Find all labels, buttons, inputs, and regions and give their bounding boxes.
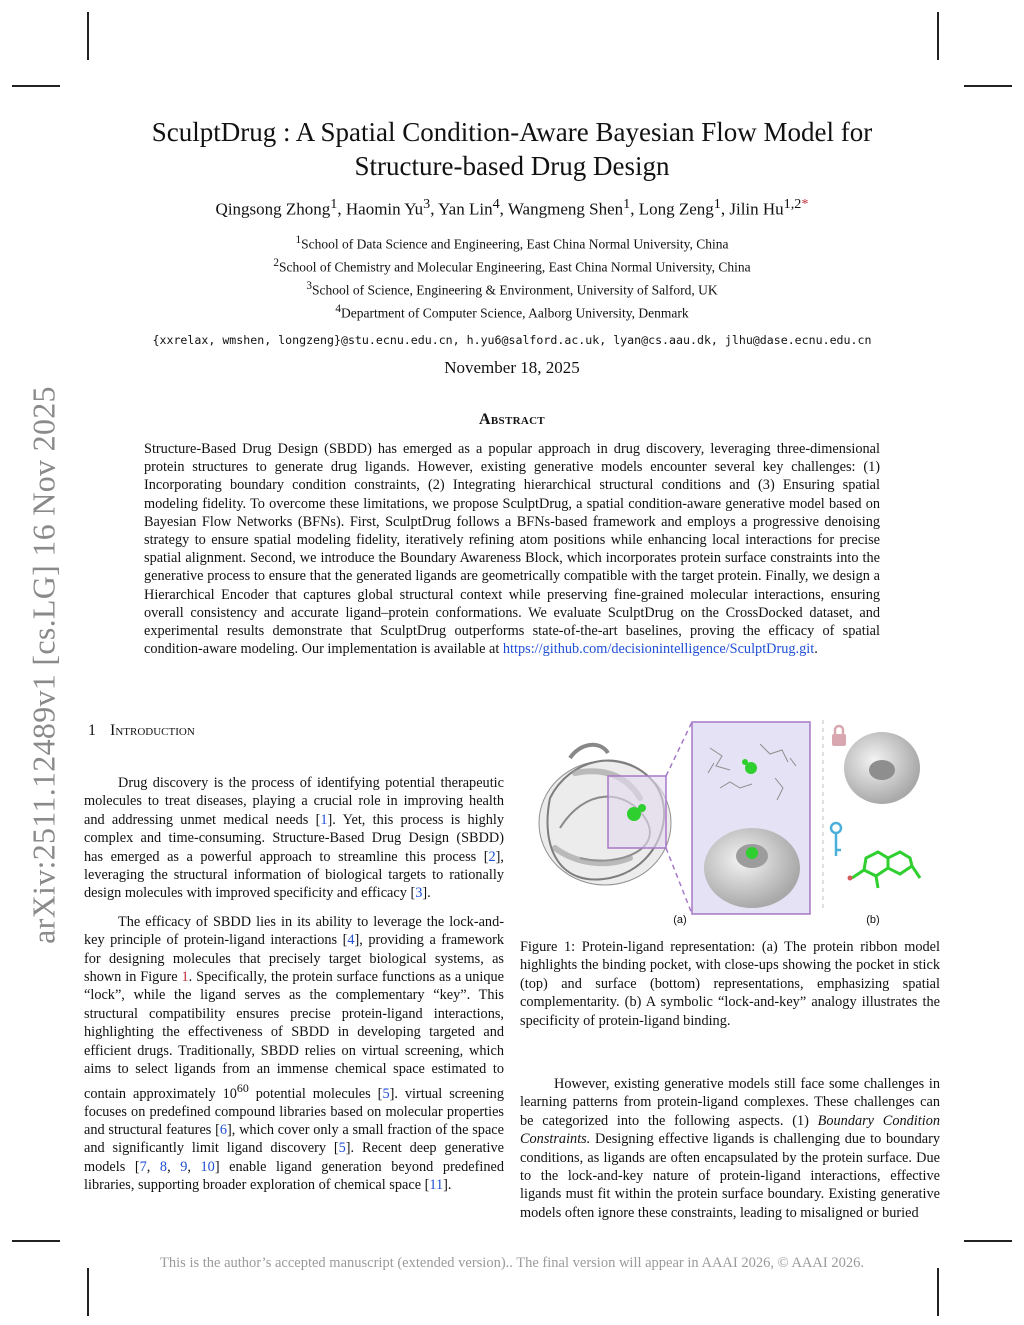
github-link[interactable]: https://github.com/decisionintelligence/SculptDrug.git	[502, 641, 815, 658]
citation-link[interactable]: 9	[180, 1158, 188, 1175]
zoom-guide-line	[666, 848, 692, 914]
author-name: Haomin Yu	[345, 199, 424, 219]
author-name: Yan Lin	[438, 199, 493, 219]
citation-link[interactable]: 11	[429, 1177, 444, 1194]
crop-mark	[964, 85, 1012, 87]
section-title: Introduction	[110, 722, 195, 739]
crop-mark	[12, 85, 60, 87]
ligand-key-molecule-image	[848, 852, 921, 888]
publication-date: November 18, 2025	[444, 358, 580, 377]
right-column	[520, 1075, 940, 1222]
figure-ref-link[interactable]: 1	[181, 969, 189, 986]
author-affil-sup: 1,2*	[783, 196, 809, 212]
author-name: Wangmeng Shen	[507, 199, 624, 219]
affiliation: $^1$School of Data Science and Engineering, East China Normal University, China	[295, 234, 729, 252]
author-name: Qingsong Zhong	[215, 199, 331, 219]
title-line-2: Structure-based Drug Design	[354, 151, 670, 181]
figure-1	[530, 718, 940, 926]
author-name: Long Zeng	[638, 199, 714, 219]
citation-link[interactable]: 10	[200, 1158, 215, 1175]
key-icon	[831, 823, 841, 856]
body-paragraph: However, existing generative models still face some challenges in learning patterns from protein-ligand complexes. These challenges can be categorized into the following aspects. (1) Boundary Condition Constraints. Designing effective ligands is challenging due to boundary conditions, as ligands are often encapsulated by the protein surface. Due to the lock-and-key nature of protein-ligand interactions, effective ligands must fit within the protein surface boundary. Existing generative models often ignore these constraints, leading to misaligned or buried	[520, 1076, 940, 1221]
title-line-1: SculptDrug : A Spatial Condition-Aware Bayesian Flow Model for	[151, 117, 873, 147]
left-column	[84, 774, 504, 1195]
affiliation: $^4$Department of Computer Science, Aalborg University, Denmark	[335, 303, 689, 321]
section-heading	[88, 722, 195, 740]
intro-paragraph-2: The efficacy of SBDD lies in its ability to leverage the lock-and-key principle of protein-ligand interactions [4], providing a framework for designing molecules that precisely target biological systems, as shown in Figure 1. Specifically, the protein surface functions as a unique “lock”, while the ligand serves as the complementary “key”. This structural compatibility ensures precise protein-ligand interactions, highlighting the effectiveness of SBDD in developing targeted and efficient drugs. Traditionally, SBDD relies on virtual screening, which aims to select ligands from an immense chemical space estimated to contain approximately $10^{60}$ potential molecules [5]. virtual screening focuses on predefined compound libraries based on molecular properties and structural features [6], which cover only a small fraction of the space and significantly limit ligand discovery [5]. Recent deep generative models [7, 8, 9, 10] enable ligand generation beyond predefined libraries, supporting broader exploration of chemical space [11].	[84, 913, 505, 1194]
citation-link[interactable]: 1	[320, 811, 328, 828]
citation-link[interactable]: 5	[382, 1085, 390, 1102]
crop-mark	[87, 1268, 89, 1316]
author-affil-sup: 1	[623, 196, 631, 212]
subfigure-label-b: (b)	[866, 914, 880, 926]
corresponding-author-mark[interactable]: *	[801, 196, 809, 212]
author-emails: {xxrelax, wmshen, longzeng}@stu.ecnu.edu.cn, h.yu6@salford.ac.uk, lyan@cs.aau.dk, jlhu@dase.ecnu.edu.cn	[152, 333, 872, 347]
crop-mark	[12, 1240, 60, 1242]
citation-link[interactable]: 3	[415, 885, 423, 902]
section-number: 1	[88, 722, 96, 739]
author-affil-sup: 1	[713, 196, 721, 212]
author-list: Qingsong Zhong$^1$, Haomin Yu$^3$, Yan Lin$^4$, Wangmeng Shen$^1$, Long Zeng$^1$, Jilin $Hu^{1,2*}$	[215, 196, 809, 219]
crop-mark	[964, 1240, 1012, 1242]
author-affil-sup: 3	[423, 196, 431, 212]
affiliation: $^3$School of Science, Engineering & Environment, University of Salford, UK	[306, 280, 718, 298]
subfigure-label-a: (a)	[673, 914, 687, 926]
crop-mark	[87, 12, 89, 60]
citation-link[interactable]: 6	[219, 1122, 228, 1139]
crop-mark	[937, 12, 939, 60]
abstract-body: Structure-Based Drug Design (SBDD) has emerged as a popular approach in drug discovery, leveraging three-dimensional protein structures to generate drug ligands. However, existing generative models encounter several key challenges: (1) Incorporating boundary condition constraints, (2) Integrating hierarchical structural conditions and (3) Ensuring spatial modeling fidelity. To overcome these limitations, we propose SculptDrug, a spatial condition-aware generative model based on Bayesian Flow Networks (BFNs). First, SculptDrug follows a BFNs-based framework and employs a progressive denoising strategy to ensure spatial modeling fidelity, iteratively refining atom positions while enhancing local interactions for precise spatial alignment. Second, we introduce the Boundary Awareness Block, which incorporates protein surface constraints into the generative process to ensure that the generated ligands are geometrically compatible with the target protein. Finally, we design a Hierarchical Encoder that captures global structural context while preserving fine-grained molecular interactions, ensuring overall consistency and accurate ligand–protein conformations. We evaluate SculptDrug on the CrossDocked dataset, and experimental results demonstrate that SculptDrug outperforms state-of-the-art baselines, proving the efficacy of spatial condition-aware modeling. Our implementation is available at https://github.com/decisionintelligence/SculptDrug.git.	[144, 441, 880, 658]
pocket-closeup-panel	[692, 722, 810, 914]
citation-link[interactable]: 7	[139, 1158, 147, 1175]
author-name: Jilin Hu	[729, 199, 784, 219]
zoom-guide-line	[666, 722, 692, 776]
lock-icon	[832, 726, 846, 746]
protein-ribbon-image	[539, 745, 671, 885]
abstract-heading: Abstract	[479, 411, 545, 428]
author-affil-sup: 1	[330, 196, 338, 212]
crop-mark	[937, 1268, 939, 1316]
protein-surface-lock-image	[844, 732, 920, 804]
arxiv-id: arXiv:2511.12489v1 [cs.LG] 16 Nov 2025	[25, 386, 62, 944]
citation-link[interactable]: 4	[347, 932, 355, 949]
citation-link[interactable]: 2	[488, 848, 496, 865]
citation-link[interactable]: 8	[159, 1158, 168, 1175]
intro-paragraph-1: Drug discovery is the process of identifying potential therapeutic molecules to treat diseases, playing a crucial role in improving health and addressing unmet medical needs [1]. Yet, this process is highly complex and time-consuming. Structure-Based Drug Design (SBDD) has emerged as a powerful approach to streamline this process [2], leveraging the structural information of biological targets to rationally design molecules with improved specificity and efficacy [3].	[84, 775, 504, 902]
manuscript-footer: This is the author’s accepted manuscript (extended version).. The final version will appear in AAAI 2026, © AAAI 2026.	[160, 1255, 864, 1271]
citation-link[interactable]: 5	[338, 1140, 346, 1157]
paper-title	[100, 115, 924, 183]
author-affil-sup: 4	[492, 196, 500, 212]
figure-caption: Figure 1: Protein-ligand representation: (a) The protein ribbon model highlights the binding pocket, with close-ups showing the pocket in stick (top) and surface (bottom) representations, emphasizing spatial complementarity. (b) A symbolic “lock-and-key” analogy illustrates the specificity of protein-ligand binding.	[520, 939, 940, 1029]
affiliation: $^2$School of Chemistry and Molecular Engineering, East China Normal University, China	[273, 257, 751, 275]
